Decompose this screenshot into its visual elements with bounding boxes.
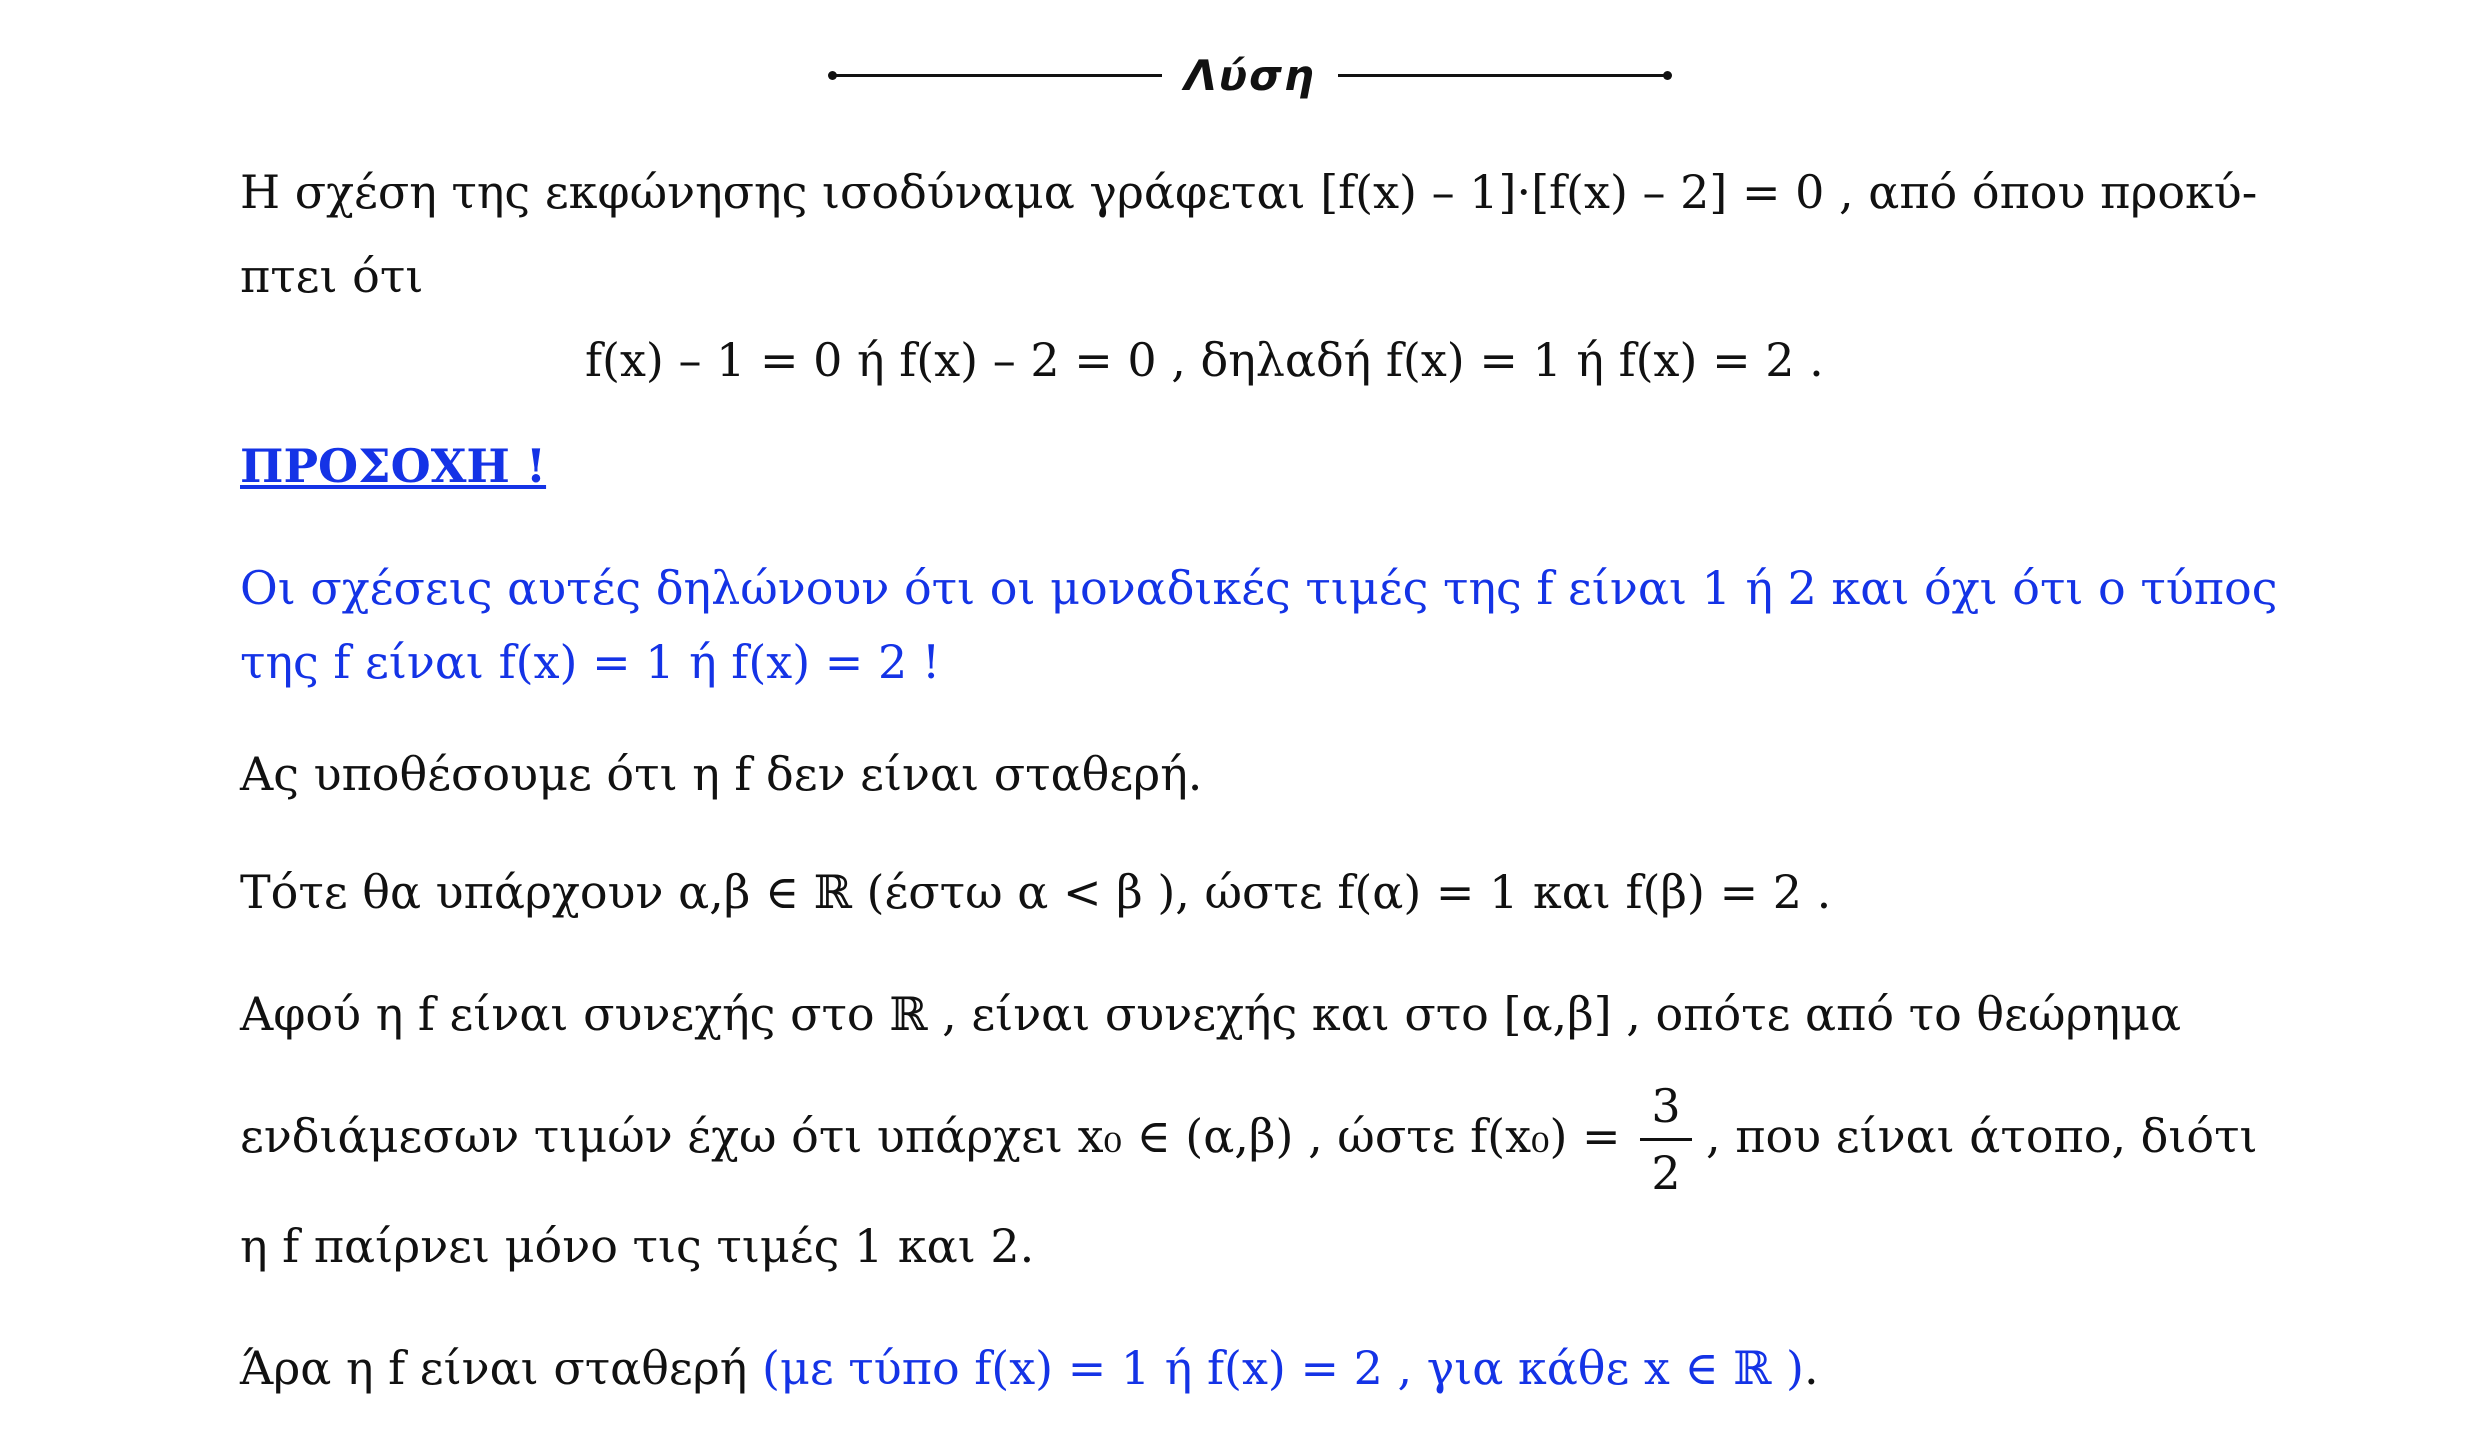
right-divider: [1338, 74, 1668, 77]
p1-line1: Η σχέση της εκφώνησης ισοδύναμα γράφεται [f(x) – 1]·[f(x) – 2] = 0 , από όπου προκύ-: [240, 165, 2258, 219]
p4-line2-a: ενδιάμεσων τιμών έχω ότι υπάρχει x₀ ∈ (α,β) , ώστε f(x₀) =: [240, 1109, 1621, 1163]
p5-text: Άρα η f είναι σταθερή: [240, 1341, 748, 1395]
p2-text: Ας υποθέσουμε ότι η f δεν είναι σταθερή.: [240, 747, 1203, 801]
p1-line2: πτει ότι: [240, 249, 424, 303]
warning-line2: της f είναι f(x) = 1 ή f(x) = 2 !: [240, 635, 941, 689]
fraction-numerator: 3: [1640, 1078, 1692, 1141]
fraction-denominator: 2: [1651, 1146, 1681, 1200]
p5-blue-text: (με τύπο f(x) = 1 ή f(x) = 2 , για κάθε x ∈ ℝ ): [762, 1341, 1804, 1395]
p5-line: [240, 1338, 1819, 1398]
p3-text: Τότε θα υπάρχουν α,β ∈ ℝ (έστω α < β ), ώστε f(α) = 1 και f(β) = 2 .: [240, 865, 1832, 919]
p4-line2-b: , που είναι άτοπο, διότι: [1706, 1109, 2258, 1163]
p1-equation: f(x) – 1 = 0 ή f(x) – 2 = 0 , δηλαδή f(x) = 1 ή f(x) = 2 .: [585, 333, 1824, 387]
p4-line1: Αφού η f είναι συνεχής στο ℝ , είναι συνεχής και στο [α,β] , οπότε από το θεώρημα: [240, 987, 2182, 1041]
warning-line1: Οι σχέσεις αυτές δηλώνουν ότι οι μοναδικές τιμές της f είναι 1 ή 2 και όχι ότι ο τύπος: [240, 561, 2278, 615]
solution-header: [830, 40, 1670, 110]
solution-title: Λύση: [1184, 50, 1316, 100]
p4-line3: η f παίρνει μόνο τις τιμές 1 και 2.: [240, 1219, 1035, 1273]
left-divider: [832, 74, 1162, 77]
p5-end: .: [1803, 1341, 1819, 1395]
fraction-three-halves: [1640, 1078, 1692, 1201]
warning-title: ΠΡΟΣΟΧΗ !: [240, 439, 547, 493]
